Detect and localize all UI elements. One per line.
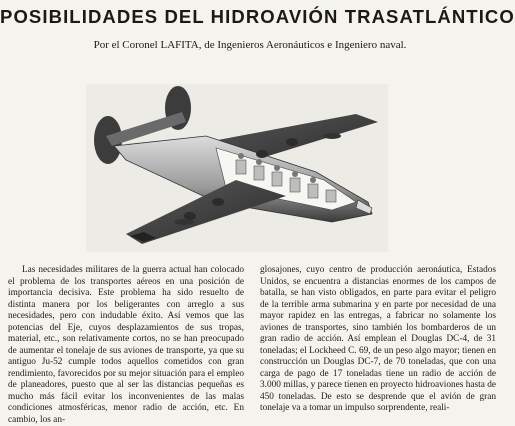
article-column-left: [8, 265, 244, 425]
column-right-text: glosajones, cuyo centro de producción aeronáutica, Estados Unidos, se encuentra a distancias enormes de los campos de batalla, se han visto obligados, en parte para evitar el peligro de la terrible arma submarina y en parte por necesidad de una mayor rapidez en las entregas, a fabricar no solamente los aviones de transportes, sino también los bombarderos de un gran radio de acción. Así emplean el Douglas DC-4, de 31 toneladas; el Lockheed C. 69, de un peso algo mayor; tienen en construcción un Douglas DC-7, de 70 toneladas, que con una carga de pago de 17 toneladas tiene un radio de acción de 3.000 millas, y parece tienen en proyecto hidroaviones hasta de 450 toneladas. De esto se desprende que el avión de gran tonelaje va a tomar un impulso sorprendente, reali-: [260, 265, 496, 413]
column-left-text: Las necesidades militares de la guerra actual han colocado el problema de los transportes aéreos en una posición de importancia decisiva. Este problema ha sido resuelto de distinta manera por los beligerantes con arreglo a sus necesidades, pero con indudable éxito. Así vemos que las potencias del Eje, cuyos desplazamientos de sus tropas, material, etc., son relativamente cortos, no se han preocupado de aumentar el tonelaje de sus aviones de transporte, ya que su antiguo Ju-52 cumple todos aquellos cometidos con gran rendimiento, favorecidos por su mejor situación para el empleo de planeadores, puesto que al ser las distancias pequeñas es mucho más fácil evitar los inconvenientes de las malas condiciones atmosféricas, menor radio de acción, etc. En cambio, los an-: [8, 265, 244, 425]
article-title: POSIBILIDADES DEL HIDROAVIÓN TRASATLÁNTICO: [0, 6, 515, 27]
article-byline: Por el Coronel LAFITA, de Ingenieros Aeronáuticos e Ingeniero naval.: [93, 39, 407, 51]
cutaway-seaplane-illustration: [86, 84, 388, 252]
article-column-right: [260, 265, 496, 413]
